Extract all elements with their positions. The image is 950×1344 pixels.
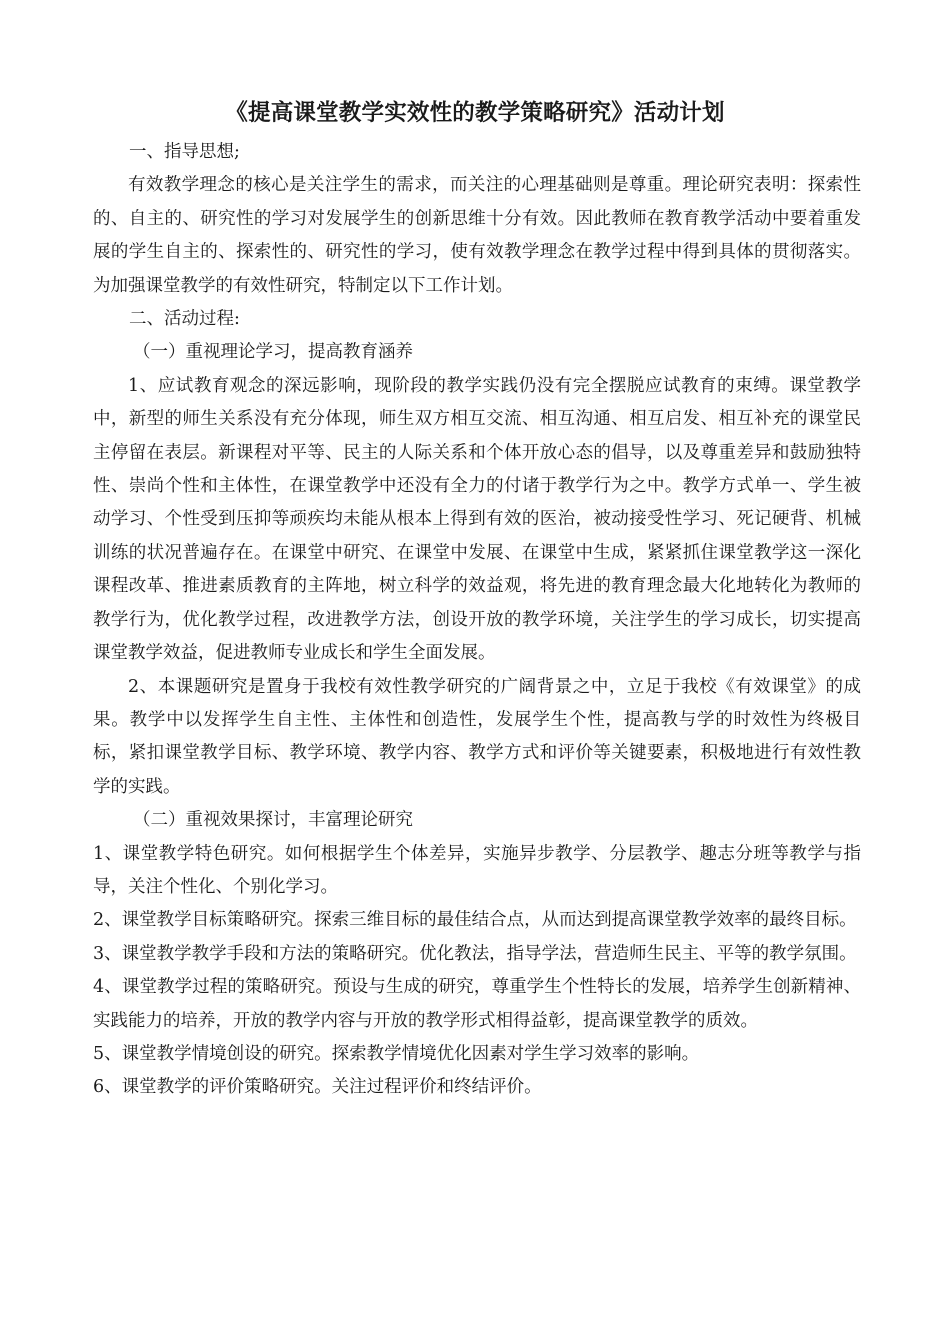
list-item: 3、课堂教学教学手段和方法的策略研究。优化教法，指导学法，营造师生民主、平等的教学氛围。 — [93, 943, 857, 964]
list-item: 4、课堂教学过程的策略研究。预设与生成的研究，尊重学生个性特长的发展，培养学生创新精神、实践能力的培养，开放的教学内容与开放的教学形式相得益彰，提高课堂教学的质效。 — [93, 977, 861, 1031]
section-heading-activity-process: 二、活动过程: — [129, 309, 240, 330]
list-item: 2、课堂教学目标策略研究。探索三维目标的最佳结合点，从而达到提高课堂教学效率的最终目标。 — [93, 910, 857, 931]
list-item: 1、课堂教学特色研究。如何根据学生个体差异，实施异步教学、分层教学、趣志分班等教学与指导，关注个性化、个别化学习。 — [93, 843, 861, 897]
document-body — [93, 136, 861, 1105]
list-item: 6、课堂教学的评价策略研究。关注过程评价和终结评价。 — [93, 1077, 542, 1098]
section-heading-guiding-thought: 一、指导思想; — [129, 142, 240, 162]
subsection-heading-theory-study: （一）重视理论学习，提高教育涵养 — [133, 342, 413, 363]
list-item: 5、课堂教学情境创设的研究。探索教学情境优化因素对学生学习效率的影响。 — [93, 1043, 700, 1064]
paragraph-theory-2: 2、本课题研究是置身于我校有效性教学研究的广阔背景之中，立足于我校《有效课堂》的成果。教学中以发挥学生自主性、主体性和创造性，发展学生个性，提高教与学的时效性为终极目标，紧扣课堂教学目标、教学环境、教学内容、教学方式和评价等关键要素，积极地进行有效性教学的实践。 — [93, 676, 861, 797]
paragraph-theory-1: 1、应试教育观念的深远影响，现阶段的教学实践仍没有完全摆脱应试教育的束缚。课堂教学中，新型的师生关系没有充分体现，师生双方相互交流、相互沟通、相互启发、相互补充的课堂民主停留在表层。新课程对平等、民主的人际关系和个体开放心态的倡导，以及尊重差异和鼓励独特性、崇尚个性和主体性，在课堂教学中还没有全力的付诸于教学行为之中。教学方式单一、学生被动学习、个性受到压抑等顽疾均未能从根本上得到有效的医治，被动接受性学习、死记硬背、机械训练的状况普遍存在。在课堂中研究、在课堂中发展、在课堂中生成，紧紧抓住课堂教学这一深化课程改革、推进素质教育的主阵地，树立科学的效益观，将先进的教育理念最大化地转化为教师的教学行为，优化教学过程，改进教学方法，创设开放的教学环境，关注学生的学习成长，切实提高课堂教学效益，促进教师专业成长和学生全面发展。 — [93, 375, 861, 664]
paragraph-guiding-thought: 有效教学理念的核心是关注学生的需求，而关注的心理基础则是尊重。理论研究表明：探索性的、自主的、研究性的学习对发展学生的创新思维十分有效。因此教师在教育教学活动中要着重发展的学生自主的、探索性的、研究性的学习，使有效教学理念在教学过程中得到具体的贯彻落实。为加强课堂教学的有效性研究，特制定以下工作计划。 — [93, 175, 861, 296]
document-title: 《提高课堂教学实效性的教学策略研究》活动计划 — [225, 100, 725, 126]
subsection-heading-effect-research: （二）重视效果探讨，丰富理论研究 — [133, 810, 413, 831]
